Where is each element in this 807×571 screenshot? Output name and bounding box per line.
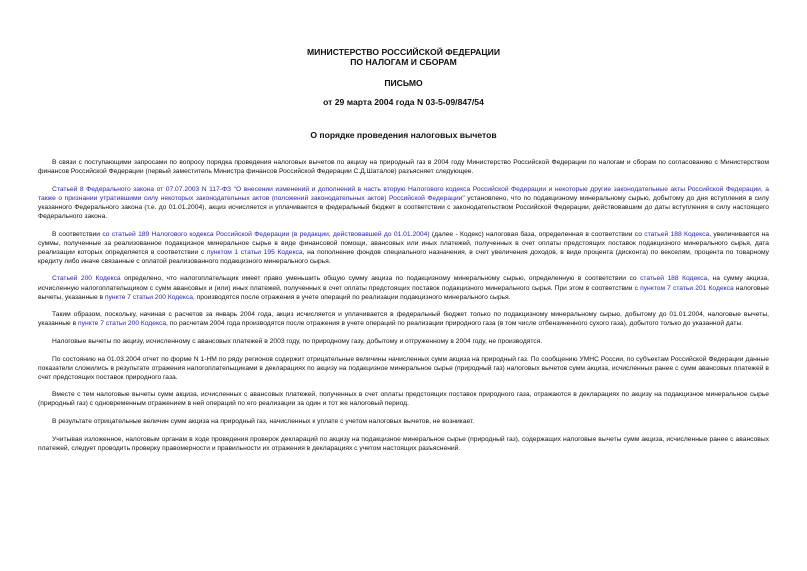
document-type: ПИСЬМО <box>384 78 423 88</box>
article-200-link[interactable]: Статьей 200 Кодекса <box>52 275 121 283</box>
ministry-line-2: ПО НАЛОГАМ И СБОРАМ <box>350 57 457 67</box>
paragraph-5: Таким образом, поскольку, начиная с расчетов за январь 2004 года, акциз исчисляется и уплачивается в федеральный бюджет только по подакцизному минеральному сырью, добытому до 01.01.2004, налоговые вычеты, указанные в пункте 7 статьи 200 Кодекса, по расчетам 2004 года производятся после отражения в учете операций по реализации природного газа (в том числе отбензиненного сухого газа), добытого только до указанной даты. <box>38 311 769 328</box>
ministry-line-1: МИНИСТЕРСТВО РОССИЙСКОЙ ФЕДЕРАЦИИ <box>306 47 501 57</box>
article-200-p7-link-2[interactable]: пункте 7 статьи 200 Кодекса <box>78 320 167 328</box>
law-117-fz-link[interactable]: Статьей 8 Федерального закона от 07.07.2003 N 117-ФЗ "О внесении изменений и дополнений в часть вторую Налогового кодекса Российской Федерации и некоторые другие законодательные акты Российской Федерации, а также о признании утратившими силу некоторых законодательных актов (положений законодательных актов) Российской Федерации" <box>38 185 769 202</box>
paragraph-7: По состоянию на 01.03.2004 отчет по форме N 1-НМ по ряду регионов содержит отрицательные величины начисленных сумм акциза на природный газ. По сообщению УМНС России, по субъектам Российской Федерации данные показатели сложились в результате отражения налогоплательщиками в декларациях по акцизу на подакцизное минеральное сырье (природный газ) налоговых вычетов сумм акциза, исчисленных ранее с сумм авансовых платежей в счет предстоящих поставок природного газа. <box>38 355 769 381</box>
paragraph-6: Налоговые вычеты по акцизу, исчисленному с авансовых платежей в 2003 году, по природному газу, добытому и отгруженному в 2004 году, не производятся. <box>52 337 543 345</box>
article-189-link[interactable]: со статьей 189 Налогового кодекса Российской Федерации (в редакции, действовавшей до 01.01.2004) <box>102 230 430 238</box>
article-195-link[interactable]: пунктом 1 статьи 195 Кодекса <box>206 248 303 256</box>
paragraph-4: Статьей 200 Кодекса определено, что налогоплательщик имеет право уменьшить общую сумму акциза по подакцизному минеральному сырью, определенную в соответствии со статьей 188 Кодекса, на сумму акциза, исчисленную налогоплательщиком с сумм авансовых и (или) иных платежей, полученных в счет оплаты предстоящих поставок подакцизного минерального сырья. При этом в соответствии с пунктом 7 статьи 201 Кодекса налоговые вычеты, указанные в пункте 7 статьи 200 Кодекса, производятся после отражения в учете операций по реализации подакцизного минерального сырья. <box>38 275 769 301</box>
document-body <box>38 158 769 461</box>
article-188-link[interactable]: статьей 188 Кодекса <box>644 230 710 238</box>
article-201-link[interactable]: пунктом 7 статьи 201 Кодекса <box>640 284 734 292</box>
document-subject: О порядке проведения налоговых вычетов <box>310 130 497 140</box>
paragraph-9: В результате отрицательные величин сумм акциза на природный газ, начисленных к уплате с учетом налоговых вычетов, не возникает. <box>52 417 475 425</box>
paragraph-2: Статьей 8 Федерального закона от 07.07.2003 N 117-ФЗ "О внесении изменений и дополнений в часть вторую Налогового кодекса Российской Федерации и некоторые другие законодательные акты Российской Федерации, а также о признании утратившими силу некоторых законодательных актов (положений законодательных актов) Российской Федерации" установлено, что по подакцизному минеральному сырью, добытому до дня вступления в силу указанного Федерального закона (т.е. до 01.01.2004), акциз исчисляется и уплачивается в федеральный бюджет в соответствии с законодательством Российской Федерации, действовавшим до даты вступления в силу настоящего Федерального закона. <box>38 185 769 220</box>
article-200-p7-link[interactable]: пункте 7 статьи 200 Кодекса <box>104 293 193 301</box>
paragraph-3: В соответствии со статьей 189 Налогового кодекса Российской Федерации (в редакции, действовавшей до 01.01.2004) (далее - Кодекс) налоговая база, определенная в соответствии со статьей 188 Кодекса, увеличивается на суммы, полученные за реализованное подакцизное минеральное сырье в виде финансовой помощи, авансовых или иных платежей, полученных в счет оплаты предстоящих поставок подакцизного минерального сырья, дата реализации которых определяется в соответствии с пунктом 1 статьи 195 Кодекса, на пополнение фондов специального назначения, в счет увеличения доходов, в виде процента (дисконта) по векселям, процента по товарному кредиту либо иначе связанные с оплатой реализованного подакцизного минерального сырья. <box>38 230 769 265</box>
document-date-number: от 29 марта 2004 года N 03-5-09/847/54 <box>323 97 484 107</box>
paragraph-1: В связи с поступающими запросами по вопросу порядка проведения налоговых вычетов по акцизу на природный газ в 2004 году Министерство Российской Федерации по налогам и сборам по согласованию с Министерством финансов Российской Федерации (первый заместитель Министра финансов Российской Федерации С.Д.Шаталов) разъясняет следующее. <box>38 159 769 176</box>
article-188-link-2[interactable]: статьей 188 Кодекса <box>640 275 708 283</box>
paragraph-10: Учитывая изложенное, налоговым органам в ходе проведения проверок деклараций по акцизу на подакцизное минеральное сырье (природный газ), содержащих налоговые вычеты сумм акциза, исчисленные ранее с авансовых платежей, следует проводить проверку правомерности и правильности их отражения в декларациях с учетом настоящих разъяснений. <box>38 435 769 452</box>
paragraph-8: Вместе с тем налоговые вычеты сумм акциза, исчисленных с авансовых платежей, полученных в счет оплаты предстоящих поставок природного газа, отражаются в декларациях по акцизу на подакцизное минеральное сырье (природный газ) с одновременным отражением в ней операций по его реализации за один и тот же налоговый период. <box>38 391 769 408</box>
ministry-heading <box>0 47 807 67</box>
